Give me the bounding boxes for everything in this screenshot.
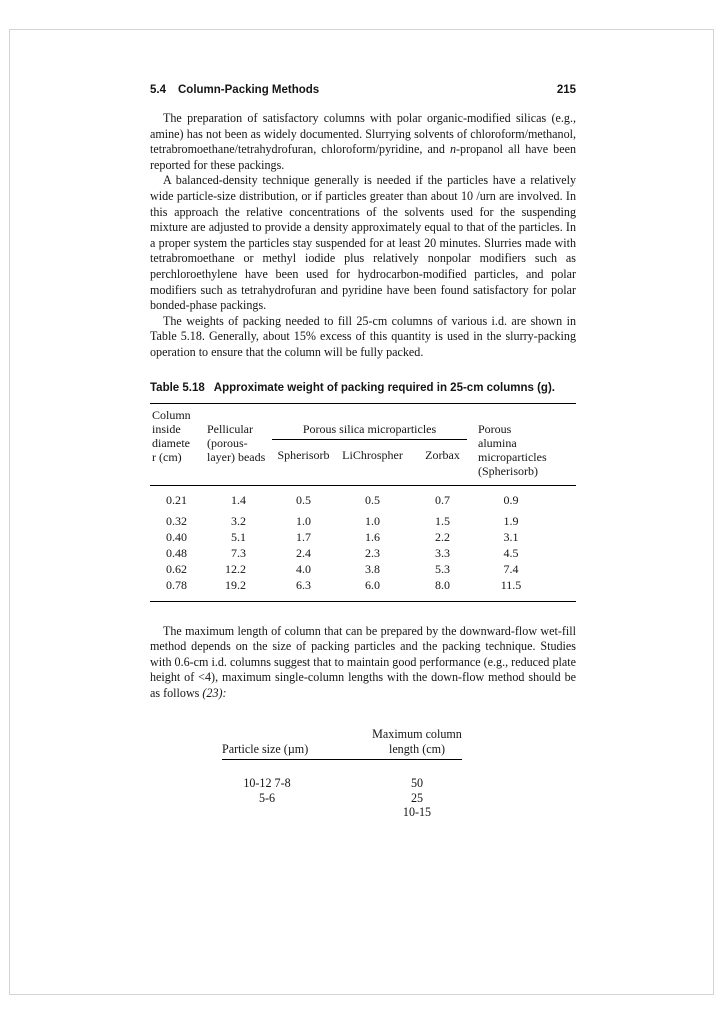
subheader-lichrospher: LiChrospher: [342, 447, 403, 462]
table-cell: 1.0: [365, 513, 380, 528]
header-line: Porous: [478, 421, 512, 436]
table-cell: 0.62: [166, 561, 187, 576]
header-line: layer) beads: [207, 449, 266, 464]
table-cell: 1.0: [296, 513, 311, 528]
packing-weight-table: [150, 403, 576, 602]
table-cell: 0.7: [435, 492, 450, 507]
header-column-inside-diameter: [150, 408, 207, 478]
particle-size-value: 10-12 7-8: [243, 776, 291, 791]
paragraph-balanced-density: A balanced-density technique generally is needed if the particles have a relatively wide particle-size distribution, or if particles greater than about 10 /urn are involved. In this approach the relative concentrations of the solvents used for the suspending mixture are adjusted to provide a density approximately equal to that of the particles. In a proper system the particles stay suspended for at least 20 minutes. Slurries made with tetrabromoethane or methyl iodide plus relatively nonpolar modifiers such as perchloroethylene have been used for hydrocarbon-modified particles, and polar modifiers such as tetrahydrofuran and pyridine have been found satisfactory for polar bonded-phase packings.: [150, 173, 576, 313]
length-table-row: [222, 791, 462, 806]
table-cell: 6.3: [296, 577, 311, 592]
particle-size-value: 5-6: [258, 790, 276, 805]
section-title: Column-Packing Methods: [178, 84, 320, 96]
header-line: Column: [152, 407, 191, 422]
header-line: inside: [152, 421, 181, 436]
length-table-rows: [222, 776, 462, 820]
table-row: [150, 492, 576, 508]
table-cell: 1.9: [503, 513, 519, 528]
length-table-row: [222, 805, 462, 820]
table-caption-text: Approximate weight of packing required in 25-cm columns (g).: [213, 381, 555, 394]
table-cell: 1.7: [296, 529, 311, 544]
header-column-porous-alumina: [477, 422, 575, 478]
table-cell: 1.6: [365, 529, 380, 544]
table-cell: 0.48: [166, 545, 187, 560]
section-number: 5.4: [150, 84, 166, 96]
table-row: [150, 513, 576, 529]
table-cell: 0.32: [166, 513, 187, 528]
table-caption: [150, 382, 576, 394]
table-cell: 1.5: [435, 513, 450, 528]
table-row: [150, 545, 576, 561]
table-cell: 2.4: [296, 545, 311, 560]
subheader-zorbax: Zorbax: [425, 447, 460, 462]
header-group-porous-silica: [270, 422, 477, 478]
packing-table-header: [150, 404, 576, 486]
table-cell: 4.5: [503, 545, 519, 560]
italic-reference: (23):: [202, 685, 227, 700]
page-content: [150, 84, 576, 820]
packing-table-rows: [150, 486, 576, 601]
table-cell: 19.2: [225, 577, 246, 592]
max-length-value: 25: [410, 790, 424, 805]
group-header-title: Porous silica microparticles: [272, 422, 467, 440]
subheader-row: [270, 448, 477, 462]
table-cell: 4.0: [296, 561, 311, 576]
table-cell: 3.1: [503, 529, 519, 544]
paragraph-maximum-length: [150, 624, 576, 702]
table-cell: 0.40: [166, 529, 187, 544]
particle-size-value: [222, 805, 372, 820]
table-row: [150, 529, 576, 545]
table-cell: 3.2: [231, 513, 246, 528]
header-line: (Spherisorb): [478, 463, 538, 478]
table-cell: 7.4: [503, 561, 519, 576]
table-cell: 0.5: [296, 492, 311, 507]
table-cell: 7.3: [231, 545, 246, 560]
italic-text: n-: [449, 142, 461, 157]
table-cell: 0.21: [166, 492, 187, 507]
header-line: (porous-: [207, 435, 248, 450]
table-cell: 1.4: [231, 492, 246, 507]
max-column-header-line2: length (cm): [388, 742, 446, 757]
max-length-value: 10-15: [402, 805, 432, 820]
paragraph-text: The maximum length of column that can be prepared by the downward-flow wet-fill method depends on the size of packing particles and the packing technique. Studies with 0.6-cm i.d. columns suggest that to maintain good performance (e.g., reduced plate height of <4), maximum single-column lengths with the down-flow method should be as follows: [150, 623, 576, 700]
header-line: Pellicular: [207, 421, 253, 436]
length-table-header: [222, 727, 462, 760]
table-cell: 3.3: [435, 545, 450, 560]
table-cell: 0.9: [503, 492, 519, 507]
particle-size-header: Particle size (µm): [222, 742, 309, 757]
section-heading: [150, 84, 319, 96]
table-cell: 12.2: [225, 561, 246, 576]
header-line: alumina: [478, 435, 517, 450]
page-header: [150, 84, 576, 96]
table-cell: 3.8: [365, 561, 380, 576]
header-line: diamete: [152, 435, 190, 450]
paragraph-text: propanol all have been reported for these packings.: [150, 142, 576, 172]
paragraph-weights: The weights of packing needed to fill 25-cm columns of various i.d. are shown in Table 5.18. Generally, about 15% excess of this quantity is used in the slurry-packing operation to ensure that the column will be fully packed.: [150, 313, 576, 359]
page-number: 215: [556, 84, 576, 96]
table-row: [150, 561, 576, 577]
table-cell: 2.2: [435, 529, 450, 544]
paragraph-text: The preparation of satisfactory columns with polar organic-modified silicas (e.g., amine) has not been as widely documented. Slurrying solvents of chloroform/methanol, tetrabromoethane/tetrahydrofuran, chloroform/pyridine, and: [150, 111, 576, 157]
paragraph-preparation: [150, 111, 576, 173]
table-cell: 11.5: [500, 577, 522, 592]
table-caption-label: Table 5.18: [150, 381, 205, 394]
table-cell: 0.5: [365, 492, 380, 507]
table-cell: 8.0: [435, 577, 450, 592]
table-cell: 6.0: [365, 577, 380, 592]
subheader-spherisorb: Spherisorb: [277, 447, 330, 462]
table-cell: 5.1: [231, 529, 246, 544]
table-cell: 0.78: [166, 577, 187, 592]
empty-header-cell: [222, 727, 372, 742]
max-length-value: 50: [410, 776, 424, 791]
table-cell: 2.3: [365, 545, 380, 560]
max-column-header-line1: Maximum column: [372, 727, 462, 742]
column-length-table: [222, 727, 462, 820]
header-line: r (cm): [152, 449, 182, 464]
table-cell: 5.3: [435, 561, 450, 576]
header-line: microparticles: [478, 449, 547, 464]
header-column-pellicular-beads: [207, 422, 270, 478]
length-table-row: [222, 776, 462, 791]
table-row: [150, 577, 576, 593]
